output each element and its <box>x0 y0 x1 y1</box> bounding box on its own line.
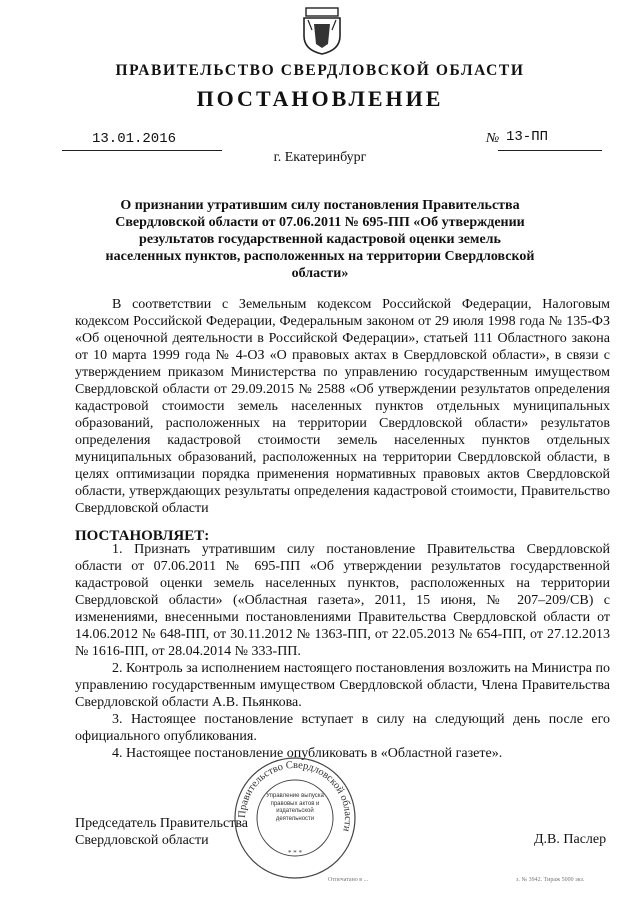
preamble <box>75 296 610 517</box>
stamp-inner-text: Управление выпуска правовых актов и издательской деятельности <box>266 793 324 822</box>
document-number: 13-ПП <box>506 129 549 145</box>
footer-right: з. № 3942. Тираж 5000 экз. <box>516 877 585 883</box>
footer-left: Отпечатано в ... <box>328 877 369 883</box>
decree-item-1: 1. Признать утратившим силу постановление Правительства Свердловской области от 07.06.2011 № 695-ПП «Об утверждении результатов государственной кадастровой оценки земель населенных пунктов, расположенных на территории Свердловской области» («Областная газета», 2011, 15 июня, № 207–209/СВ) с изменениями, внесенными постановлениями Правительства Свердловской области от 14.06.2012 № 648-ПП, от 30.11.2012 № 1363-ПП, от 22.05.2013 № 654-ПП, от 27.12.2013 № 1616-ПП, от 28.04.2014 № 333-ПП. <box>75 542 610 659</box>
city: г. Екатеринбург <box>273 150 367 165</box>
decree-word: ПОСТАНОВЛЯЕТ: <box>75 528 210 544</box>
signatory-name: Д.В. Паслер <box>534 832 607 847</box>
document-title: О признании утратившим силу постановления Правительства Свердловской области от 07.06.2011 № 695-ПП «Об утверждении результатов государственной кадастровой оценки земель населенных пунктов, расположенных на территории Свердловской области» <box>105 198 535 281</box>
signature-position <box>75 815 248 849</box>
official-stamp <box>232 755 358 881</box>
number-sign: № <box>486 131 500 146</box>
stamp-stars: * * * <box>288 849 302 857</box>
decree-item-3: 3. Настоящее постановление вступает в силу на следующий день после его официального опубликования. <box>75 712 610 744</box>
stamp-ring-text: Правительство Свердловской области <box>236 759 354 833</box>
government-name: ПРАВИТЕЛЬСТВО СВЕРДЛОВСКОЙ ОБЛАСТИ <box>115 62 525 79</box>
document-type: ПОСТАНОВЛЕНИЕ <box>196 86 444 111</box>
decree-items <box>75 541 610 762</box>
signature-position-line2: Свердловской области <box>75 833 209 848</box>
document-date: 13.01.2016 <box>92 131 177 147</box>
decree-item-4: 4. Настоящее постановление опубликовать в «Областной газете». <box>112 746 503 761</box>
coat-of-arms-emblem <box>300 6 344 56</box>
signature-position-line1: Председатель Правительства <box>75 816 248 831</box>
decree-item-2: 2. Контроль за исполнением настоящего постановления возложить на Министра по управлению государственным имуществом Свердловской области, Члена Правительства Свердловской области А.В. Пьянкова. <box>75 661 610 710</box>
preamble-text: В соответствии с Земельным кодексом Российской Федерации, Налоговым кодексом Российской Федерации, Федеральным законом от 29 июля 1998 года № 135-ФЗ «Об оценочной деятельности в Российской Федерации», статьей 111 Областного закона от 10 марта 1999 года № 4-ОЗ «О правовых актах в Свердловской области», в связи с утверждением приказом Министерства по управлению государственным имуществом Свердловской области от 29.09.2015 № 2588 «Об утверждении результатов определения кадастровой стоимости земель населенных пунктов отдельных муниципальных образований, расположенных на территории Свердловской области» результатов определения кадастровой стоимости земель населенных пунктов отдельных муниципальных образований, расположенных на территории Свердловской области, в целях оптимизации порядка применения нормативных правовых актов Свердловской области, утверждающих результаты определения кадастровой стоимости, Правительство Свердловской области <box>75 297 610 516</box>
